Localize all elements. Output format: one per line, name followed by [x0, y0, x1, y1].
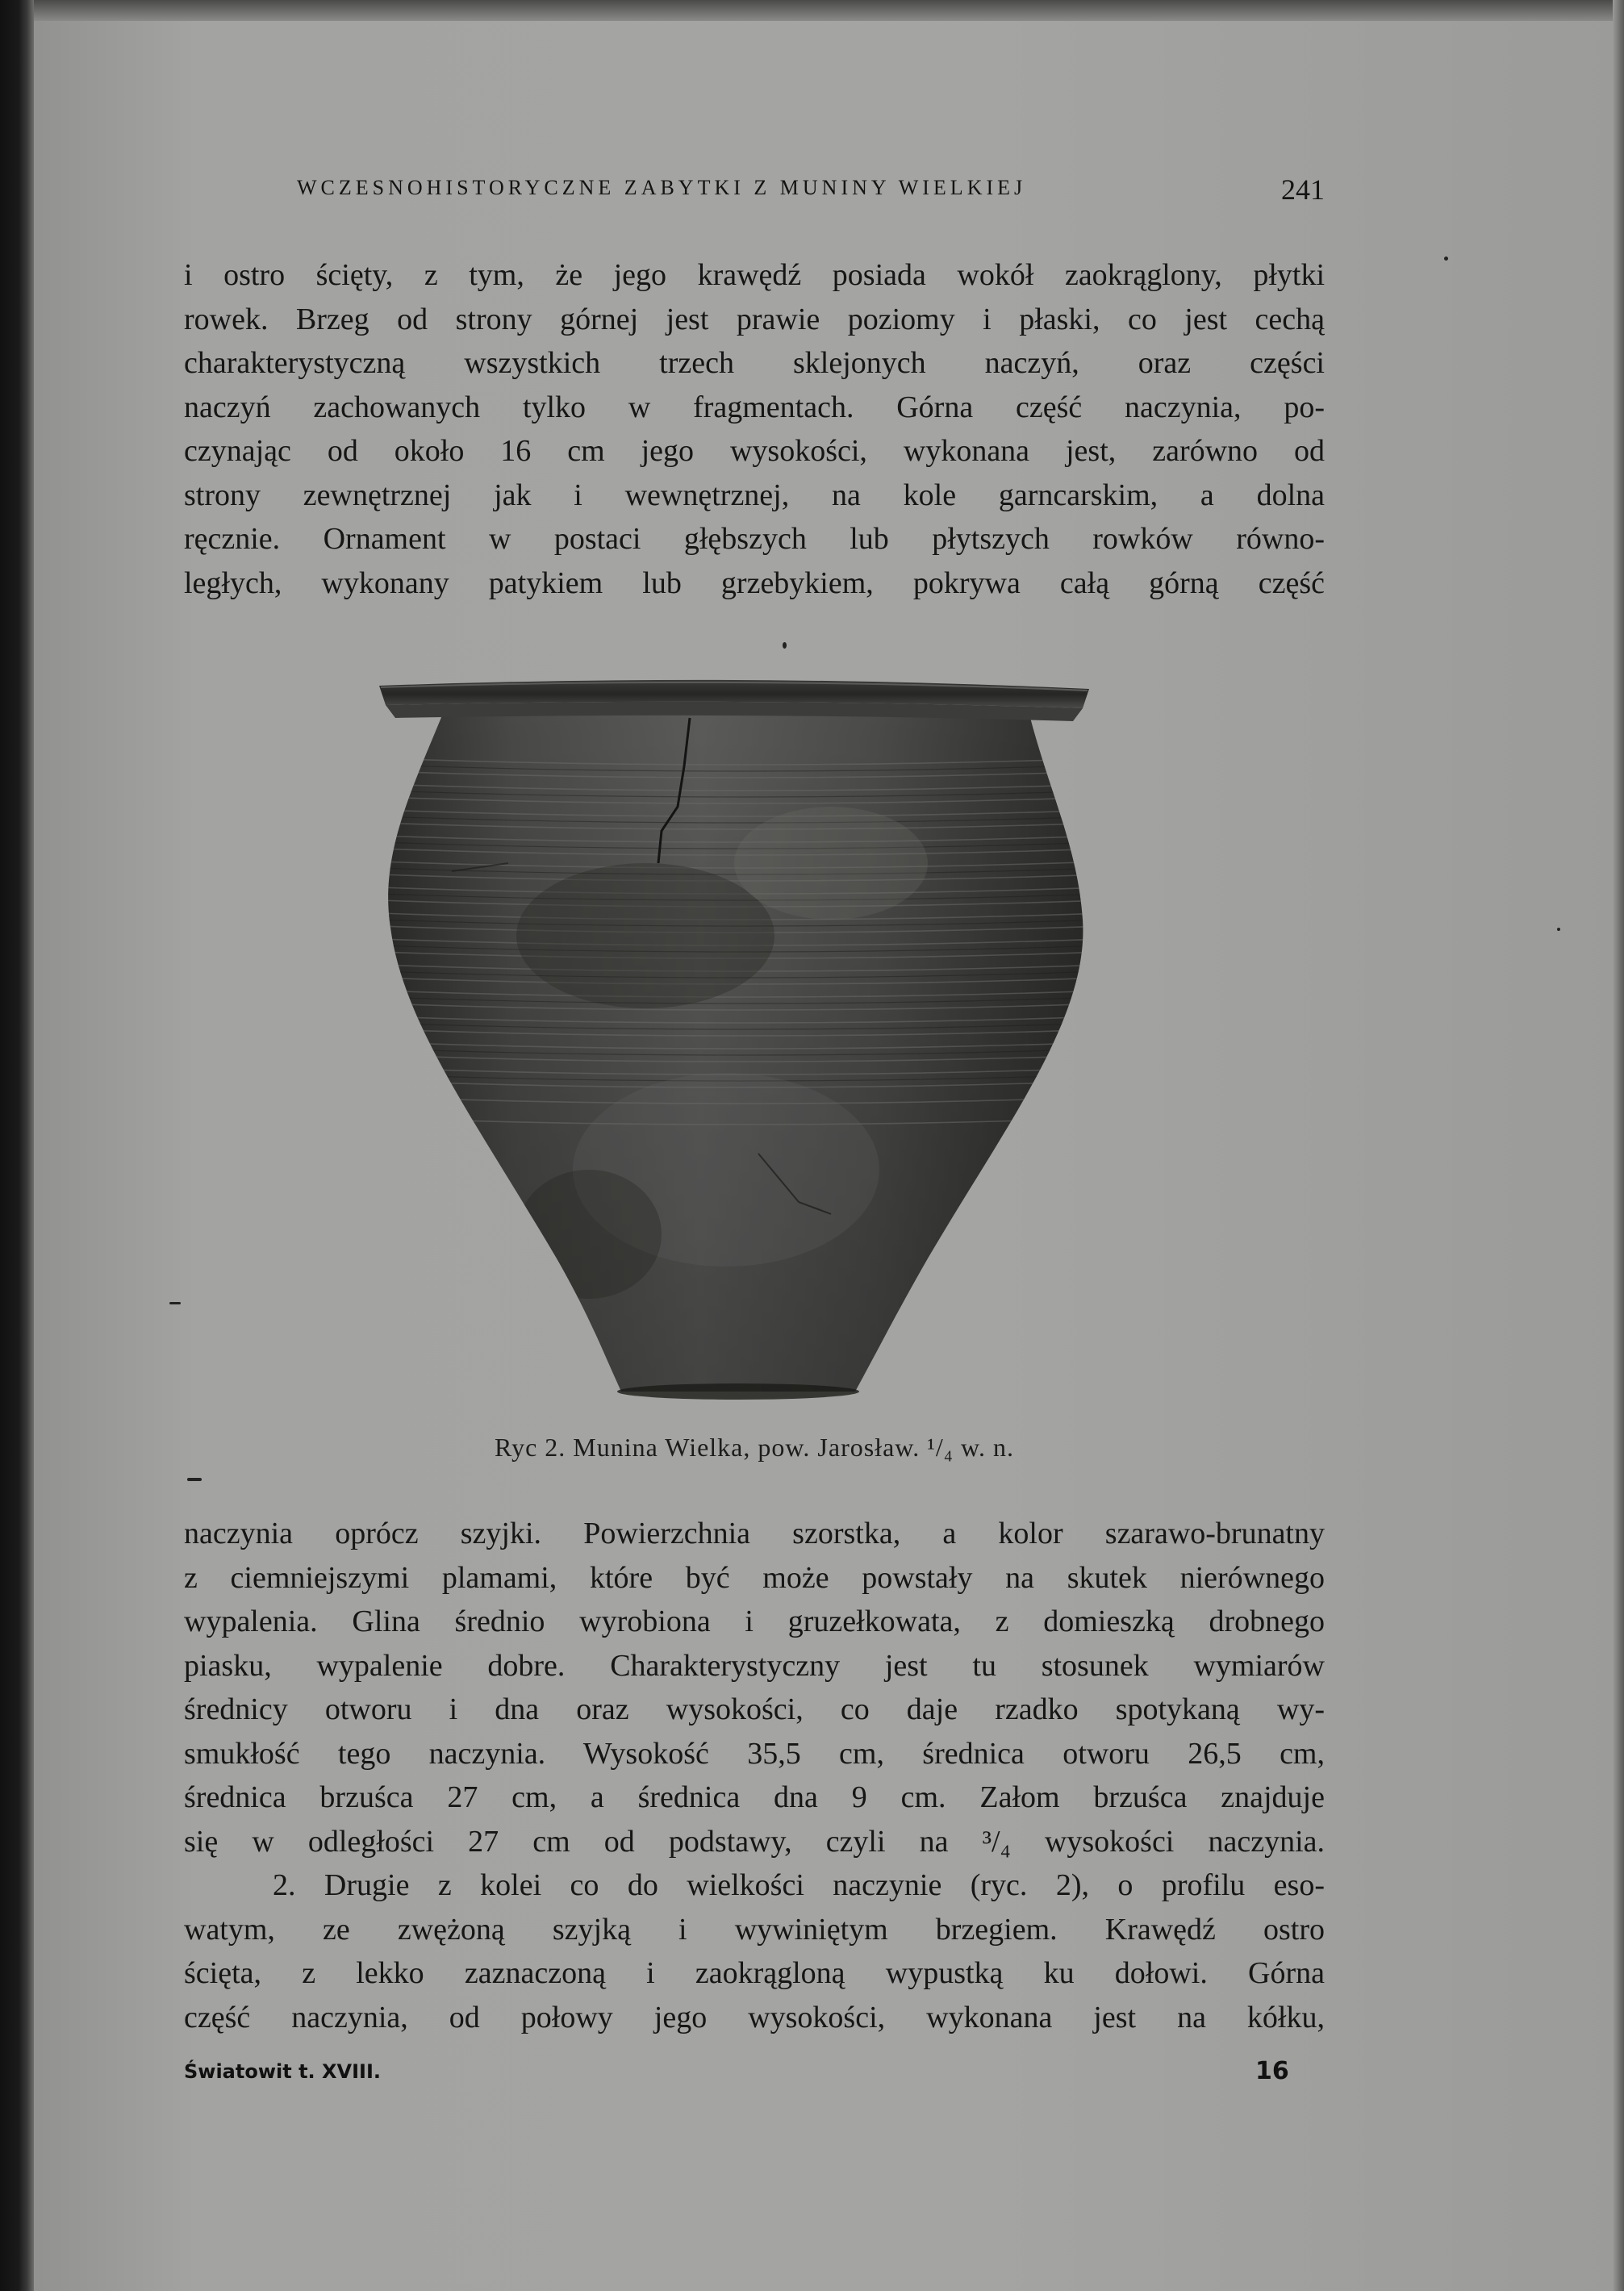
text-line: strony zewnętrznej jak i wewnętrznej, na kole garncarskim, a dolna [184, 478, 1325, 512]
text-line: się w odległości 27 cm od podstawy, czyli na ³/₄ wysokości naczynia. [184, 1824, 1325, 1859]
running-head [184, 173, 1325, 205]
text-line: rowek. Brzeg od strony górnej jest prawie poziomy i płaski, co jest cechą [184, 302, 1325, 336]
scan-speck [169, 1302, 181, 1304]
text-line: ręcznie. Ornament w postaci głębszych lub płytszych rowków równo- [184, 522, 1325, 556]
text-line: naczynia oprócz szyjki. Powierzchnia szorstka, a kolor szarawo-brunatny [184, 1517, 1325, 1550]
text-line: czynając od około 16 cm jego wysokości, wykonana jest, zarówno od [184, 434, 1325, 468]
book-binding-edge [0, 0, 34, 2291]
text-line: i ostro ścięty, z tym, że jego krawędź posiada wokół zaokrąglony, płytki [184, 258, 1325, 292]
body-text-top [184, 253, 1325, 605]
page-number: 241 [1281, 173, 1325, 206]
scan-speck [783, 642, 787, 649]
page-top-shadow [0, 0, 1624, 21]
journal-signature: Światowit t. XVIII. [184, 2060, 381, 2083]
pottery-vessel-photo [379, 670, 1105, 1420]
text-line: wypalenia. Glina średnio wyrobiona i gruzełkowata, z domieszką drobnego [184, 1605, 1325, 1638]
text-line: średnica brzuśca 27 cm, a średnica dna 9 cm. Załom brzuśca znajduje [184, 1780, 1325, 1814]
text-line: charakterystyczną wszystkich trzech sklejonych naczyń, oraz części [184, 346, 1325, 380]
text-line: smukłość tego naczynia. Wysokość 35,5 cm, średnica otworu 26,5 cm, [184, 1736, 1325, 1771]
scan-speck [1557, 928, 1560, 931]
sheet-signature: 16 [1255, 2057, 1289, 2085]
scan-speck [187, 1478, 202, 1481]
text-line: watym, ze zwężoną szyjką i wywiniętym brzegiem. Krawędź ostro [184, 1912, 1325, 1947]
page-right-shadow [1613, 0, 1624, 2291]
text-line: piasku, wypalenie dobre. Charakterystyczny jest tu stosunek wymiarów [184, 1648, 1325, 1683]
text-line: z ciemniejszymi plamami, które być może powstały na skutek nierównego [184, 1560, 1325, 1595]
body-text-bottom [184, 1512, 1325, 2039]
text-line: część naczynia, od połowy jego wysokości, wykonana jest na kółku, [184, 2000, 1325, 2034]
running-head-title: WCZESNOHISTORYCZNE ZABYTKI Z MUNINY WIELKIEJ [297, 176, 1027, 199]
text-line: naczyń zachowanych tylko w fragmentach. Górna część naczynia, po- [184, 390, 1325, 424]
figure-caption: Ryc 2. Munina Wielka, pow. Jarosław. ¹/₄ w. n. [495, 1433, 1014, 1462]
scan-speck [1444, 257, 1448, 261]
text-line: ścięta, z lekko zaznaczoną i zaokrągloną wypustką ku dołowi. Górna [184, 1956, 1325, 1990]
text-line: ległych, wykonany patykiem lub grzebykiem, pokrywa całą górną część [184, 565, 1325, 600]
text-line: 2. Drugie z kolei co do wielkości naczynie (ryc. 2), o profilu eso- [273, 1868, 1325, 1902]
text-line: średnicy otworu i dna oraz wysokości, co daje rzadko spotykaną wy- [184, 1692, 1325, 1726]
